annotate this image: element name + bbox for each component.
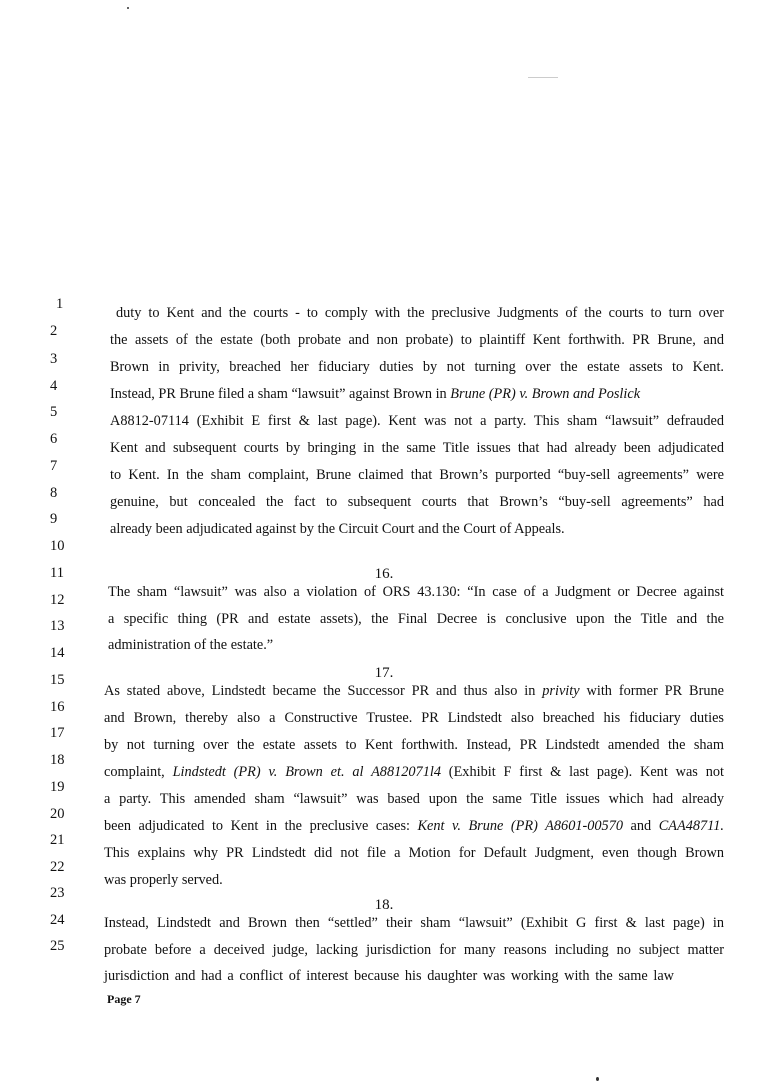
line-number: 5 (50, 404, 58, 420)
body-text-line: genuine, but concealed the fact to subsequent courts that Brown’s “buy-sell agreements” had (110, 494, 724, 510)
body-text-line (104, 818, 724, 835)
line-number: 22 (50, 859, 65, 875)
body-text-line: duty to Kent and the courts - to comply with the preclusive Judgments of the courts to turn over (116, 305, 724, 321)
body-text-line: The sham “lawsuit” was also a violation of ORS 43.130: “In case of a Judgment or Decree against (108, 584, 724, 600)
body-text-line: A8812-07114 (Exhibit E first & last page). Kent was not a party. This sham “lawsuit” defrauded (110, 413, 724, 429)
case-citation: Kent v. Brune (PR) A8601-00570 (417, 818, 623, 834)
body-text-segment: complaint, (104, 764, 173, 780)
scan-speck (528, 77, 558, 78)
scan-speck (127, 7, 129, 9)
body-text-line: This explains why PR Lindstedt did not file a Motion for Default Judgment, even though Brown (104, 845, 724, 861)
body-text-line: was properly served. (104, 872, 223, 888)
body-text-line (104, 683, 724, 700)
line-number: 17 (50, 725, 65, 741)
body-text-line: Brown in privity, breached her fiduciary duties by not turning over the estate assets to Kent. (110, 359, 724, 375)
line-number: 25 (50, 938, 65, 954)
paragraph-number: 18. (374, 897, 394, 913)
body-text-segment: with former PR Brune (579, 683, 724, 699)
body-text-segment: Instead, PR Brune filed a sham “lawsuit” against Brown in (110, 386, 451, 402)
line-number: 15 (50, 672, 65, 688)
case-citation: Lindstedt (PR) v. Brown et. al A8812071l4 (172, 764, 441, 780)
line-number: 24 (50, 912, 65, 928)
body-text-line: by not turning over the estate assets to Kent forthwith. Instead, PR Lindstedt amended the sham (104, 737, 724, 753)
body-text-line (110, 386, 724, 403)
line-number: 6 (50, 431, 58, 447)
page-number: Page 7 (107, 992, 141, 1006)
line-number: 3 (50, 351, 58, 367)
line-number: 12 (50, 592, 65, 608)
line-number: 18 (50, 752, 65, 768)
line-number: 9 (50, 511, 58, 527)
line-number: 21 (50, 832, 65, 848)
body-text-segment: (Exhibit F first & last page). Kent was not (440, 764, 724, 780)
line-number: 1 (56, 296, 64, 312)
body-text-line: the assets of the estate (both probate and non probate) to plaintiff Kent forthwith. PR Brune, and (110, 332, 724, 348)
line-number: 2 (50, 323, 58, 339)
body-text-line: already been adjudicated against by the Circuit Court and the Court of Appeals. (110, 521, 565, 537)
body-text-line: Kent and subsequent courts by bringing in the same Title issues that had already been adjudicated (110, 440, 724, 456)
body-text-line: jurisdiction and had a conflict of interest because his daughter was working with the same law (104, 968, 674, 984)
paragraph-number: 16. (374, 566, 394, 582)
paragraph-number: 17. (374, 665, 394, 681)
body-text-line: Instead, Lindstedt and Brown then “settled” their sham “lawsuit” (Exhibit G first & last page) in (104, 915, 724, 931)
line-number: 8 (50, 485, 58, 501)
line-number: 20 (50, 806, 65, 822)
body-text-line (104, 764, 724, 781)
case-citation: Brune (PR) v. Brown and Poslick (450, 386, 641, 402)
body-text-line: and Brown, thereby also a Constructive Trustee. PR Lindstedt also breached his fiduciary duties (104, 710, 724, 726)
line-number: 14 (50, 645, 65, 661)
line-number: 4 (50, 378, 58, 394)
line-number: 23 (50, 885, 65, 901)
body-text-line: probate before a deceived judge, lacking jurisdiction for many reasons including no subject matter (104, 942, 724, 958)
scan-speck (596, 1077, 599, 1081)
line-number: 13 (50, 618, 65, 634)
body-text-line: a specific thing (PR and estate assets), the Final Decree is conclusive upon the Title and the (108, 611, 724, 627)
line-number: 11 (50, 565, 64, 581)
body-text-line: to Kent. In the sham complaint, Brune claimed that Brown’s purported “buy-sell agreements” were (110, 467, 724, 483)
line-number: 16 (50, 699, 65, 715)
body-text-line: a party. This amended sham “lawsuit” was based upon the same Title issues which had already (104, 791, 724, 807)
body-text-segment: and (623, 818, 659, 834)
line-number: 7 (50, 458, 58, 474)
line-number: 10 (50, 538, 65, 554)
body-text-segment: As stated above, Lindstedt became the Successor PR and thus also in (104, 683, 543, 699)
case-citation: CAA48711. (658, 818, 724, 834)
body-text-line: administration of the estate.” (108, 637, 274, 653)
line-number: 19 (50, 779, 65, 795)
body-text-segment: been adjudicated to Kent in the preclusive cases: (104, 818, 418, 834)
emphasis: privity (542, 683, 580, 699)
